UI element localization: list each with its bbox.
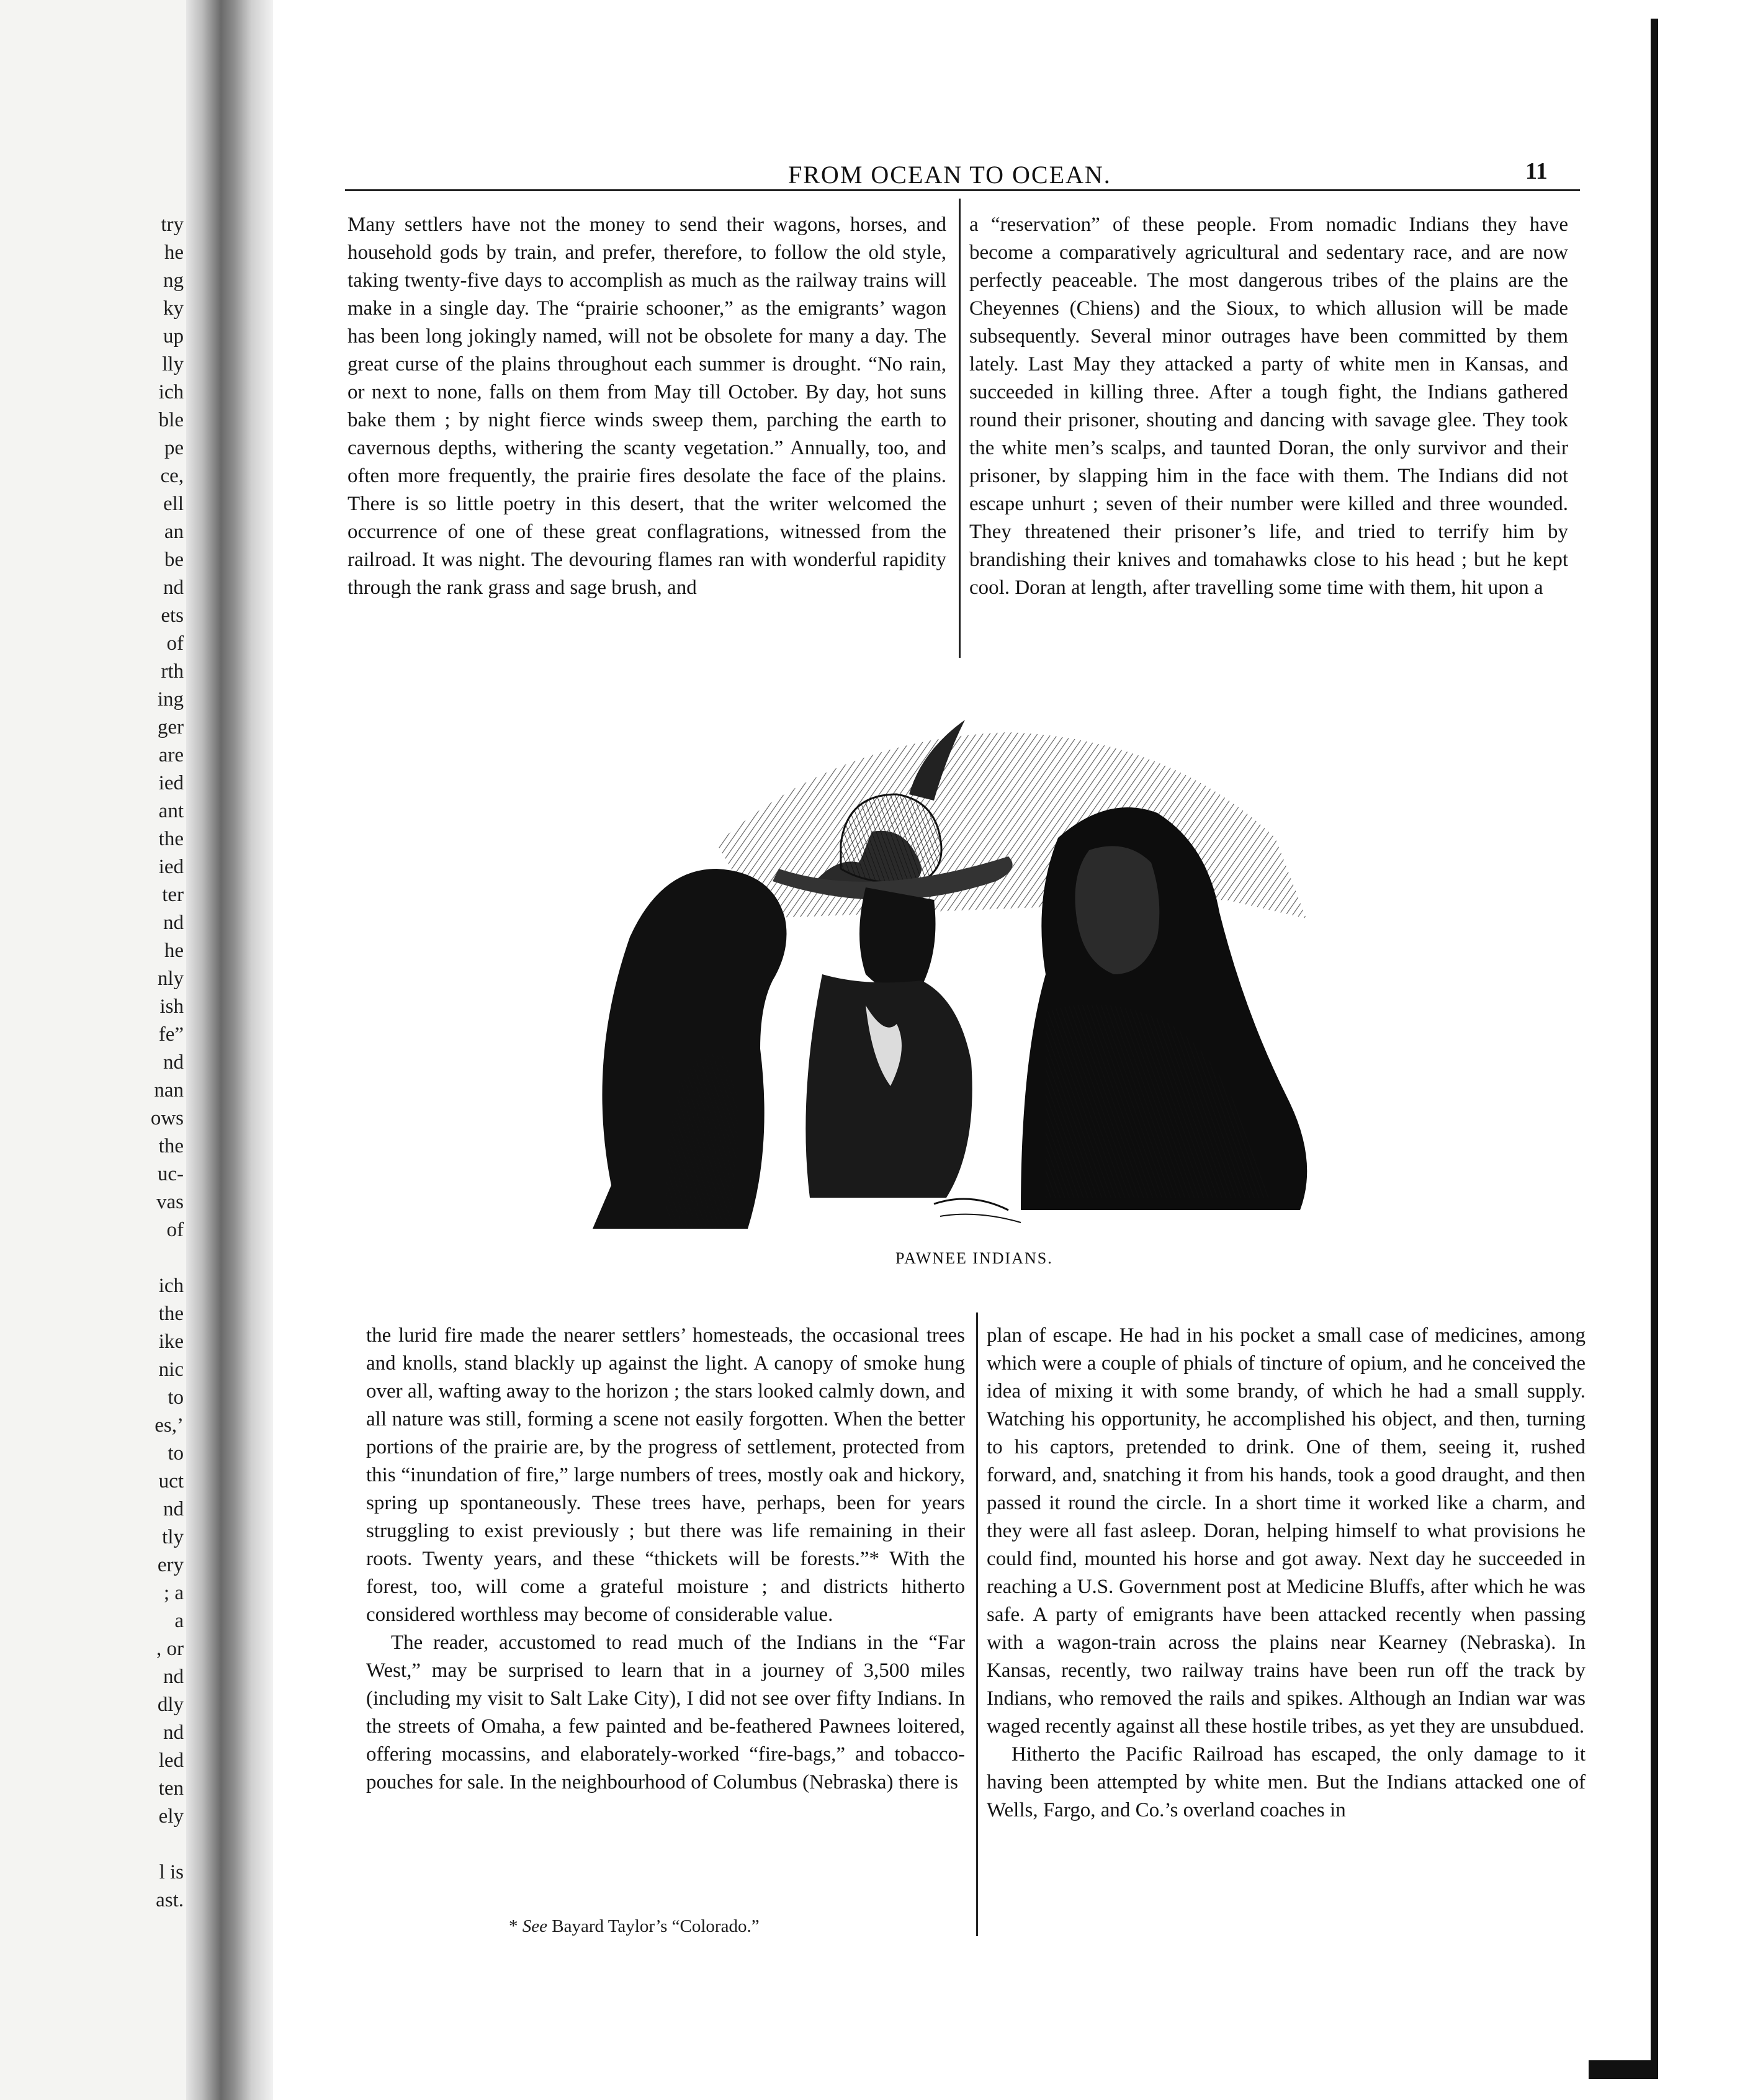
facing-page-line-fragment: nd — [163, 912, 184, 934]
facing-page-line-fragment: led — [158, 1749, 184, 1772]
facing-page-line-fragment: ce, — [160, 465, 184, 487]
facing-page-line-fragment: ky — [163, 297, 184, 320]
facing-page-line-fragment: pe — [164, 437, 184, 459]
column-bottom-right — [987, 1322, 1586, 1824]
facing-page-line-fragment: the — [158, 828, 184, 850]
facing-page-line-fragment: he — [164, 241, 184, 264]
facing-page-line-fragment: ied — [158, 856, 184, 878]
column-top-right — [969, 211, 1568, 602]
footnote — [509, 1916, 760, 1937]
facing-page-line-fragment: lly — [162, 353, 184, 375]
facing-page-line-fragment: nly — [157, 967, 184, 990]
book-gutter — [186, 0, 273, 2100]
facing-page-line-fragment: nan — [154, 1079, 184, 1102]
footnote-see: See — [522, 1916, 547, 1936]
paragraph: plan of escape. He had in his pocket a small case of medicines, among which were a couple of phials of tincture of opium, and he conceived the idea of mixing it with some brandy, of which he had a small supply. Watching his opportunity, he accomplished his object, and then, turning to his captors, pretended to drink. One of them, seeing it, rushed forward, and, snatching it from his hands, took a good draught, and then passed it round the circle. In a short time it worked like a charm, and they were all fast asleep. Doran, helping himself to what provisions he could find, mounted his horse and got away. Next day he succeeded in reaching a U.S. Government post at Medicine Bluffs, after which he was safe. A party of emigrants have been attacked recently when passing with a wagon-train across the plains near Kearney (Nebraska). In Kansas, recently, two railway trains have been run off the track by Indians, who removed the rails and spikes. Although an Indian war was waged recently against all these hostile tribes, as yet they are unsubdued. — [987, 1324, 1586, 1738]
facing-page-line-fragment — [0, 1831, 186, 1859]
facing-page-line-fragment: ast. — [156, 1889, 184, 1911]
facing-page-line-fragment: the — [158, 1303, 184, 1325]
paragraph: a “reservation” of these people. From nomadic Indians they have become a comparatively agricultural and sedentary race, and are now perfectly peaceable. The most dangerous tribes of the plains are the Cheyennes (Chiens) and the Sioux, to which allusion will be made subsequently. Several minor outrages have been committed by them lately. Last May they attacked a party of white men in Kansas, and succeeded in killing three. After a tough fight, the Indians gathered round their prisoner, shouting and dancing with savage glee. They took the white men’s scalps, and taunted Doran, the only survivor and their prisoner, by slapping him in the face with them. The Indians did not escape unhurt ; seven of their number were killed and three wounded. They threatened their prisoner’s life, and tried to terrify him by brandishing their knives and tomahawks close to his head ; but he kept cool. Doran at length, after travelling some time with them, hit upon a — [969, 213, 1568, 599]
facing-page-line-fragment: uct — [158, 1470, 184, 1492]
facing-page-line-fragment: be — [164, 549, 184, 571]
facing-page-line-fragment: es,’ — [155, 1414, 184, 1437]
facing-page-line-fragment: nd — [163, 1051, 184, 1074]
facing-page-line-fragment: uc- — [157, 1163, 184, 1185]
facing-page-line-fragment: nd — [163, 1721, 184, 1744]
facing-page-line-fragment: ike — [158, 1330, 184, 1353]
facing-page-line-fragment: vas — [156, 1191, 184, 1213]
facing-page-line-fragment: nd — [163, 1666, 184, 1688]
column-bottom-left — [366, 1322, 965, 1797]
facing-page-line-fragment: nd — [163, 577, 184, 599]
facing-page-line-fragment: ten — [158, 1777, 184, 1800]
facing-page-line-fragment: ; a — [163, 1582, 184, 1604]
facing-page-line-fragment: ell — [163, 493, 184, 515]
page-number: 11 — [1525, 158, 1548, 184]
facing-page-line-fragment: ing — [157, 688, 184, 711]
column-divider-top — [959, 199, 961, 658]
paragraph: Many settlers have not the money to send their wagons, horses, and household gods by train, and prefer, therefore, to follow the old style, taking twenty-five days to accomplish as much as the railway trains will make in a single day. The “prairie schooner,” as the emigrants’ wagon has been long jokingly named, will not be obsolete for many a day. The great curse of the plains throughout each summer is drought. “No rain, or next to none, falls on them from May till October. By day, hot suns bake them ; by night fierce winds sweep them, parching the earth to cavernous depths, withering the scanty vegetation.” Annually, too, and often more frequently, the prairie fires desolate the face of the plains. There is so little poetry in this desert, that the writer welcomed the occurrence of one of these great conflagrations, witnessed from the railroad. It was night. The devouring flames ran with wonderful rapidity through the rank grass and sage brush, and — [348, 213, 946, 599]
facing-page-line-fragment: ant — [158, 800, 184, 822]
facing-page-line-fragment: are — [158, 744, 184, 766]
footnote-marker: * — [509, 1916, 523, 1936]
facing-page-line-fragment: dly — [157, 1694, 184, 1716]
header-rule — [345, 189, 1580, 191]
facing-page-line-fragment: ter — [162, 884, 184, 906]
facing-page-line-fragment — [0, 1244, 186, 1272]
facing-page-line-fragment: ets — [161, 604, 184, 627]
page-edge-right — [1651, 19, 1658, 2079]
facing-page-fragment — [0, 0, 186, 2100]
facing-page-line-fragment: ger — [157, 716, 184, 738]
facing-page-line-fragment: fe” — [158, 1023, 184, 1046]
facing-page-line-fragment: ich — [158, 1275, 184, 1297]
facing-page-line-fragment: ble — [158, 409, 184, 431]
pawnee-indians-engraving — [574, 714, 1356, 1229]
page-edge-bottom — [1589, 2060, 1658, 2079]
facing-page-line-fragment: ows — [150, 1107, 184, 1129]
facing-page-line-fragment: the — [158, 1135, 184, 1157]
facing-page-line-fragment: of — [166, 632, 184, 655]
column-divider-bottom — [976, 1312, 978, 1936]
facing-page-line-fragment: ied — [158, 772, 184, 794]
facing-page-line-fragment: he — [164, 940, 184, 962]
facing-page-line-fragment: ish — [159, 995, 184, 1018]
facing-page-line-fragment: try — [161, 213, 184, 236]
column-top-left — [348, 211, 946, 602]
facing-page-line-fragment: ely — [158, 1805, 184, 1828]
facing-page-line-fragment: rth — [161, 660, 184, 683]
paragraph: Hitherto the Pacific Railroad has escaped, the only damage to it having been attempted by white men. But the Indians attacked one of Wells, Fargo, and Co.’s overland coaches in — [987, 1743, 1586, 1821]
facing-page-line-fragment: of — [166, 1219, 184, 1241]
facing-page-line-fragment: nic — [158, 1358, 184, 1381]
facing-page-line-endings — [0, 211, 186, 1914]
facing-page-line-fragment: , or — [156, 1638, 184, 1660]
facing-page-line-fragment: to — [168, 1386, 184, 1409]
facing-page-line-fragment: an — [164, 521, 184, 543]
running-head: FROM OCEAN TO OCEAN. — [788, 161, 1111, 189]
facing-page-line-fragment: l is — [159, 1861, 184, 1883]
facing-page-line-fragment: nd — [163, 1498, 184, 1520]
facing-page-line-fragment: ng — [163, 269, 184, 292]
paragraph: The reader, accustomed to read much of the Indians in the “Far West,” may be surprised to learn that in a journey of 3,500 miles (including my visit to Salt Lake City), I did not see over fifty Indians. In the streets of Omaha, a few painted and be-feathered Pawnees loitered, offering mocassins, and elaborately-worked “fire-bags,” and tobacco-pouches for sale. In the neighbourhood of Columbus (Nebraska) there is — [366, 1631, 965, 1793]
illustration-caption: PAWNEE INDIANS. — [895, 1249, 1053, 1267]
paragraph: the lurid fire made the nearer settlers’ homesteads, the occasional trees and knolls, stand blackly up against the light. A canopy of smoke hung over all, wafting away to the horizon ; the stars looked calmly down, and all nature was still, forming a scene not easily forgotten. When the better portions of the prairie are, by the progress of settlement, protected from this “inundation of fire,” large numbers of trees, mostly oak and hickory, spring up spontaneously. These trees have, perhaps, been for years struggling to exist previously ; but there was life remaining in their roots. Twenty years, and these “thickets will be forests.”* With the forest, too, will come a grateful moisture ; and districts hitherto considered worthless may become of considerable value. — [366, 1324, 965, 1626]
facing-page-line-fragment: ery — [157, 1554, 184, 1576]
facing-page-line-fragment: ich — [158, 381, 184, 403]
facing-page-line-fragment: a — [174, 1610, 184, 1632]
facing-page-line-fragment: to — [168, 1442, 184, 1465]
facing-page-line-fragment: up — [163, 325, 184, 348]
facing-page-line-fragment: tly — [162, 1526, 184, 1548]
footnote-text: Bayard Taylor’s “Colorado.” — [547, 1916, 760, 1936]
